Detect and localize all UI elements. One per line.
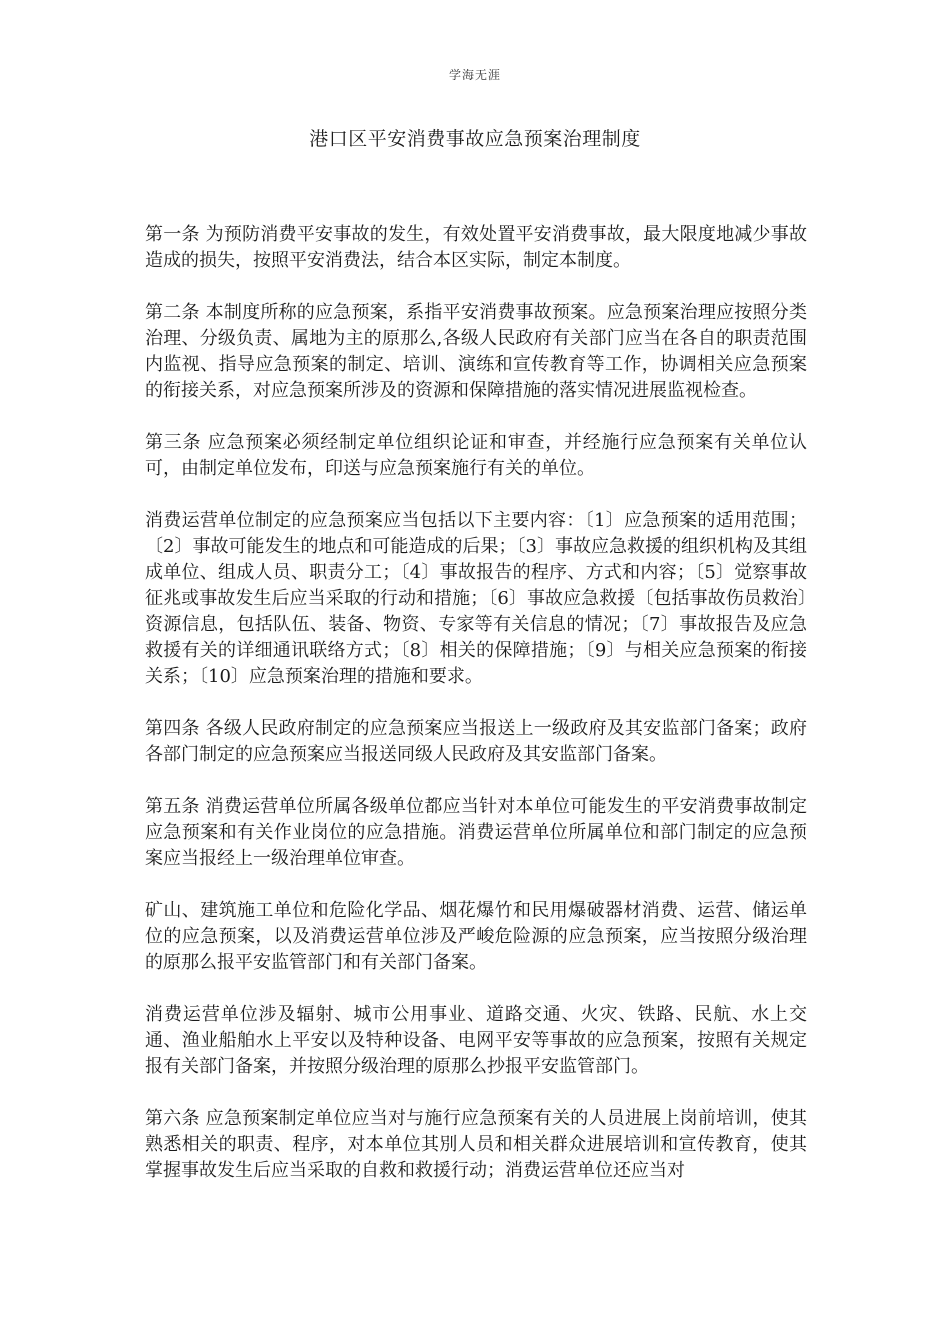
paragraph-article-4: 第四条 各级人民政府制定的应急预案应当报送上一级政府及其安监部门备案；政府各部门制定的应急预案应当报送同级人民政府及其安监部门备案。 [145, 718, 807, 765]
page-header: 学海无涯 [448, 68, 501, 82]
document-body [145, 222, 807, 1210]
document-title: 港口区平安消费事故应急预案治理制度 [309, 128, 641, 150]
paragraph-mining-construction: 矿山、建筑施工单位和危险化学品、烟花爆竹和民用爆破器材消费、运营、储运单位的应急预案，以及消费运营单位涉及严峻危险源的应急预案，应当按照分级治理的原那么报平安监管部门和有关部门备案。 [145, 900, 807, 973]
paragraph-special-industries: 消费运营单位涉及辐射、城市公用事业、道路交通、火灾、铁路、民航、水上交通、渔业船舶水上平安以及特种设备、电网平安等事故的应急预案，按照有关规定报有关部门备案，并按照分级治理的原那么抄报平安监管部门。 [145, 1004, 807, 1077]
paragraph-article-3: 第三条 应急预案必须经制定单位组织论证和审查，并经施行应急预案有关单位认可，由制定单位发布，印送与应急预案施行有关的单位。 [145, 432, 807, 479]
paragraph-plan-contents: 消费运营单位制定的应急预案应当包括以下主要内容：〔1〕应急预案的适用范围；〔2〕事故可能发生的地点和可能造成的后果；〔3〕事故应急救援的组织机构及其组成单位、组成人员、职责分工；〔4〕事故报告的程序、方式和内容；〔5〕觉察事故征兆或事故发生后应当采取的行动和措施；〔6〕事故应急救援〔包括事故伤员救治〕资源信息，包括队伍、装备、物资、专家等有关信息的情况；〔7〕事故报告及应急救援有关的详细通讯联络方式；〔8〕相关的保障措施；〔9〕与相关应急预案的衔接关系；〔10〕应急预案治理的措施和要求。 [145, 510, 807, 687]
paragraph-article-2: 第二条 本制度所称的应急预案，系指平安消费事故预案。应急预案治理应按照分类治理、分级负责、属地为主的原那么,各级人民政府有关部门应当在各自的职责范围内监视、指导应急预案的制定、培训、演练和宣传教育等工作，协调相关应急预案的衔接关系，对应急预案所涉及的资源和保障措施的落实情况进展监视检查。 [145, 302, 807, 401]
paragraph-article-6: 第六条 应急预案制定单位应当对与施行应急预案有关的人员进展上岗前培训，使其熟悉相关的职责、程序，对本单位其別人员和相关群众进展培训和宣传教育，使其掌握事故发生后应当采取的自救和救援行动；消费运营单位还应当对 [145, 1108, 807, 1181]
paragraph-article-1: 第一条 为预防消费平安事故的发生，有效处置平安消费事故，最大限度地减少事故造成的损失，按照平安消费法，结合本区实际，制定本制度。 [145, 224, 807, 271]
paragraph-article-5: 第五条 消费运营单位所属各级单位都应当针对本单位可能发生的平安消费事故制定应急预案和有关作业岗位的应急措施。消费运营单位所属单位和部门制定的应急预案应当报经上一级治理单位审查。 [145, 796, 807, 869]
